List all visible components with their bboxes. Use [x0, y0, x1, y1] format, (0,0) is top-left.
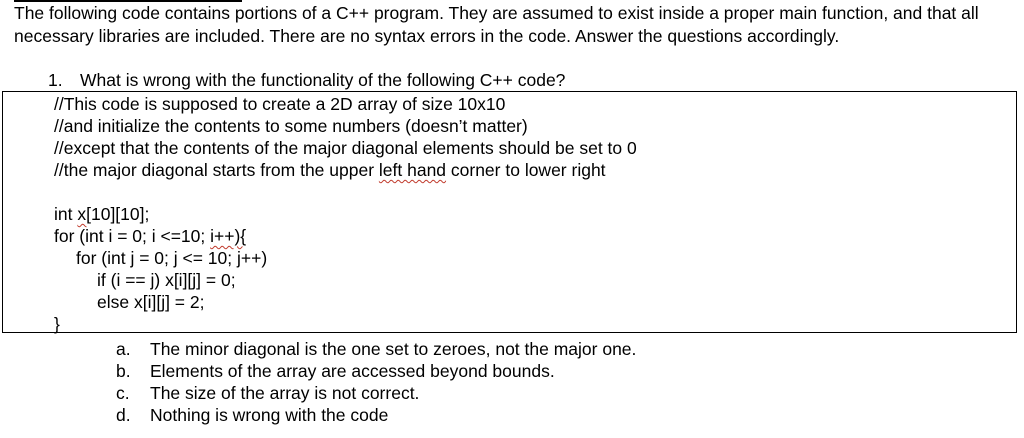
- option-letter: d.: [116, 405, 131, 425]
- option-text: The size of the array is not correct.: [150, 383, 420, 403]
- decl-size: 10][10];: [90, 204, 150, 224]
- option-a[interactable]: [116, 338, 636, 360]
- code-comment-4: [54, 159, 606, 181]
- spellcheck-flag-left-hand: left hand: [378, 160, 447, 180]
- option-text: Elements of the array are accessed beyond bounds.: [150, 361, 555, 381]
- spellcheck-flag-array-name: x[: [77, 204, 91, 224]
- code-comment-2: //and initialize the contents to some numbers (doesn’t matter): [54, 116, 528, 136]
- decl-type: int: [54, 204, 78, 224]
- comment-4-end: corner to lower right: [446, 160, 606, 180]
- option-c[interactable]: [116, 382, 636, 404]
- code-outer-for: [54, 225, 246, 247]
- code-box: [2, 91, 1017, 333]
- question-number: 1.: [48, 70, 63, 90]
- option-text: Nothing is wrong with the code: [150, 405, 389, 425]
- code-comment-1: //This code is supposed to create a 2D array of size 10x10: [54, 94, 506, 114]
- code-comment-3: //except that the contents of the major diagonal elements should be set to 0: [54, 138, 637, 158]
- option-b[interactable]: [116, 360, 636, 382]
- question-1: [48, 69, 565, 91]
- question-text: What is wrong with the functionality of the following C++ code?: [80, 70, 566, 90]
- outer-for-head: for (int i = 0; i <=10;: [54, 226, 211, 246]
- option-d[interactable]: [116, 404, 636, 426]
- intro-paragraph: The following code contains portions of a C++ program. They are assumed to exist inside a proper main function, and that all necessary libraries are included. There are no syntax errors in the code. Answer the questions accordingly.: [14, 3, 979, 46]
- code-closing-brace: }: [54, 314, 60, 334]
- code-array-declaration: [54, 203, 149, 225]
- code-if-statement: if (i == j) x[i][j] = 0;: [97, 270, 236, 290]
- option-letter: b.: [116, 361, 131, 381]
- option-letter: a.: [116, 339, 131, 359]
- answer-options: [116, 338, 636, 426]
- code-inner-for: for (int j = 0; j <= 10; j++): [76, 248, 268, 268]
- option-letter: c.: [116, 383, 130, 403]
- spellcheck-flag-increment: i++){: [210, 226, 247, 246]
- comment-4-start: //the major diagonal starts from the upper: [54, 160, 379, 180]
- code-else-statement: else x[i][j] = 2;: [97, 292, 205, 312]
- option-text: The minor diagonal is the one set to zeroes, not the major one.: [150, 339, 637, 359]
